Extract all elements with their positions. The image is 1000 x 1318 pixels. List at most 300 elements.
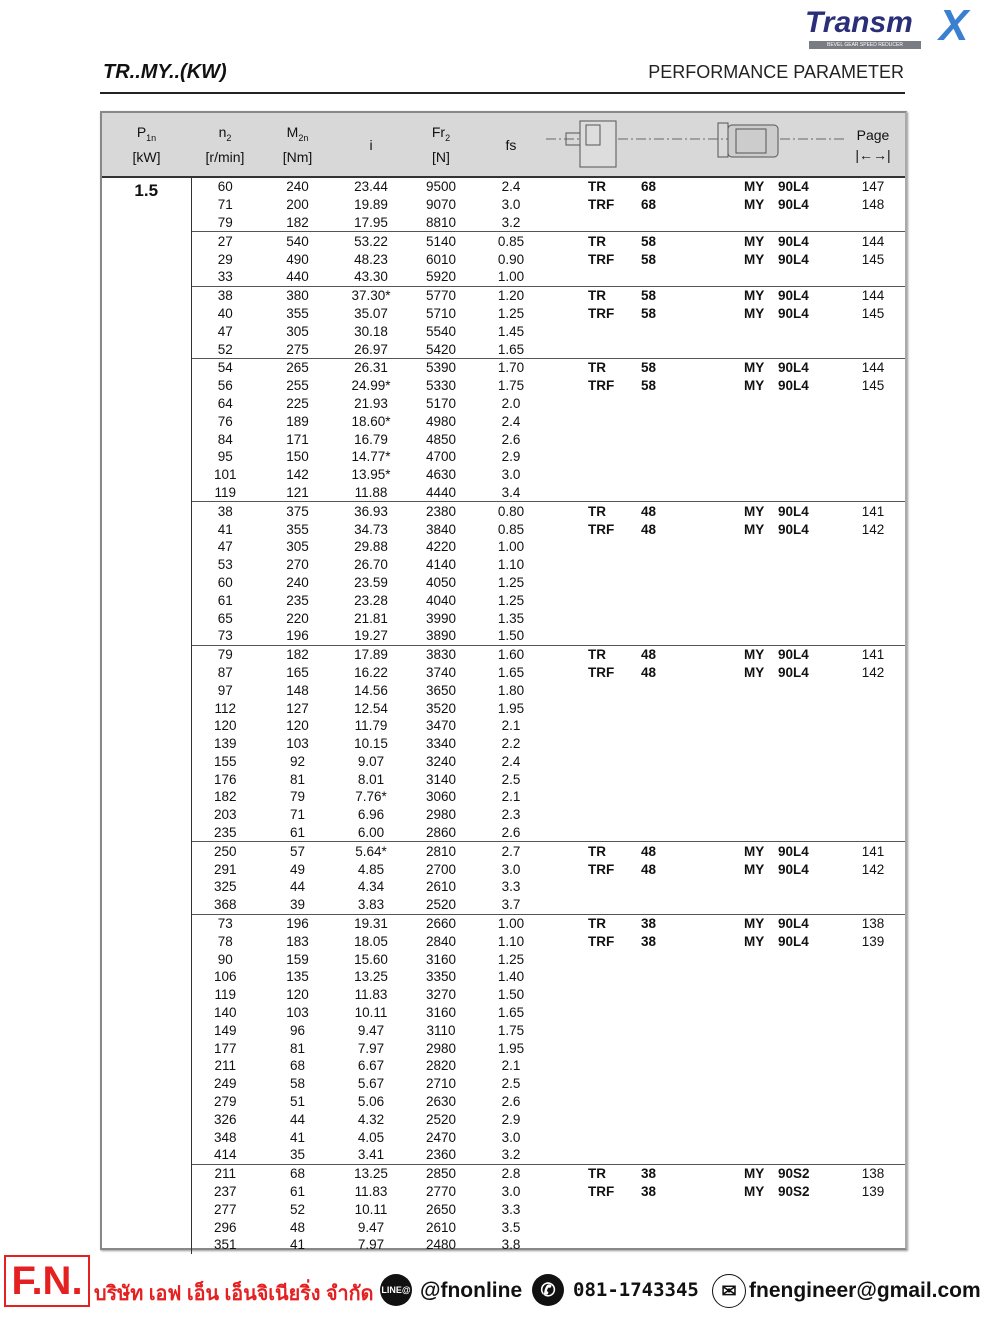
table-row bbox=[102, 322, 905, 340]
motor-size: 90L4 bbox=[771, 842, 841, 860]
motor-type bbox=[701, 430, 771, 448]
table-row bbox=[102, 1218, 905, 1236]
cell: 2860 bbox=[425, 825, 457, 841]
cell: 142 bbox=[286, 467, 309, 483]
col-page: Page |←→| bbox=[841, 113, 905, 177]
gearbox-size bbox=[626, 681, 701, 699]
gearbox-type bbox=[546, 681, 626, 699]
width-arrow-icon: |←→| bbox=[855, 146, 891, 163]
motor-type: MY bbox=[744, 664, 765, 680]
cell: 0.80 bbox=[476, 502, 546, 520]
gearbox-type bbox=[546, 806, 626, 824]
motor-size bbox=[771, 986, 841, 1004]
motor-type bbox=[701, 1128, 771, 1146]
cell: 279 bbox=[213, 1094, 237, 1110]
cell: 39 bbox=[289, 897, 306, 913]
page-ref: 142 bbox=[861, 521, 885, 537]
motor-type bbox=[701, 412, 771, 430]
cell: 29.88 bbox=[354, 539, 388, 555]
motor-type bbox=[701, 753, 771, 771]
cell: 19.31 bbox=[336, 914, 406, 932]
cell: 1.95 bbox=[497, 1040, 525, 1056]
cell: 15.60 bbox=[354, 951, 388, 967]
page-ref bbox=[841, 214, 905, 232]
gear-motor-icon bbox=[546, 113, 846, 171]
table-row bbox=[102, 484, 905, 502]
cell: 37.30* bbox=[336, 286, 406, 304]
gearbox-type: TRF bbox=[588, 378, 615, 394]
gearbox-size bbox=[626, 484, 701, 502]
cell: 440 bbox=[286, 269, 309, 285]
gearbox-size: 68 bbox=[641, 179, 657, 195]
cell: 2480 bbox=[425, 1237, 457, 1253]
cell: 182 bbox=[259, 645, 336, 663]
cell: 2470 bbox=[425, 1129, 457, 1145]
gearbox-size bbox=[626, 1200, 701, 1218]
motor-size: 90L4 bbox=[778, 933, 809, 949]
motor-type bbox=[701, 824, 771, 842]
cell: 2.8 bbox=[476, 1164, 546, 1182]
table-row bbox=[102, 574, 905, 592]
cell: 3.2 bbox=[501, 1147, 521, 1163]
page-ref bbox=[841, 950, 905, 968]
cell: 61 bbox=[289, 1184, 306, 1200]
gearbox-type: TRF bbox=[588, 861, 615, 877]
gearbox-size bbox=[626, 538, 701, 556]
cell: 64 bbox=[217, 395, 233, 411]
gearbox-size bbox=[626, 1236, 701, 1254]
cell: 2360 bbox=[425, 1147, 457, 1163]
gearbox-size: 38 bbox=[641, 933, 657, 949]
gearbox-size bbox=[626, 591, 701, 609]
motor-size: 90L4 bbox=[778, 251, 809, 267]
cell: 5770 bbox=[406, 286, 476, 304]
page-ref: 138 bbox=[841, 1164, 905, 1182]
page-ref: 144 bbox=[841, 358, 905, 376]
page-ref bbox=[841, 1093, 905, 1111]
cell: 3350 bbox=[425, 969, 457, 985]
motor-type bbox=[701, 1057, 771, 1075]
cell: 182 bbox=[213, 789, 237, 805]
motor-type bbox=[701, 214, 771, 232]
page-ref bbox=[841, 699, 905, 717]
page-ref bbox=[841, 412, 905, 430]
motor-type bbox=[701, 484, 771, 502]
table-row bbox=[102, 627, 905, 645]
cell: 2650 bbox=[425, 1201, 457, 1217]
gearbox-type bbox=[546, 1039, 626, 1057]
gearbox-size: 48 bbox=[641, 664, 657, 680]
gearbox-size: 38 bbox=[641, 1184, 657, 1200]
gearbox-type: TR bbox=[546, 232, 626, 250]
col-m2n: $M_{2n}$ [Nm] bbox=[259, 113, 336, 177]
cell: 61 bbox=[289, 825, 306, 841]
gearbox-type bbox=[546, 753, 626, 771]
gearbox-size: 48 bbox=[626, 502, 701, 520]
motor-size bbox=[771, 591, 841, 609]
cell: 2840 bbox=[425, 933, 457, 949]
motor-size bbox=[771, 538, 841, 556]
motor-type bbox=[701, 806, 771, 824]
motor-size: 90L4 bbox=[771, 286, 841, 304]
gearbox-size bbox=[626, 950, 701, 968]
gearbox-type: TRF bbox=[588, 521, 615, 537]
cell: 3.5 bbox=[501, 1219, 521, 1235]
cell: 30.18 bbox=[354, 323, 388, 339]
cell: 3060 bbox=[425, 789, 457, 805]
cell: 150 bbox=[286, 449, 309, 465]
gearbox-type bbox=[546, 950, 626, 968]
cell: 26.31 bbox=[336, 358, 406, 376]
cell: 235 bbox=[213, 825, 237, 841]
cell: 17.89 bbox=[336, 645, 406, 663]
gearbox-size bbox=[626, 556, 701, 574]
motor-size bbox=[771, 699, 841, 717]
gearbox-size bbox=[626, 968, 701, 986]
motor-size bbox=[771, 556, 841, 574]
gearbox-size bbox=[626, 1004, 701, 1022]
cell: 3.83 bbox=[357, 897, 385, 913]
cell: 2980 bbox=[425, 1040, 457, 1056]
table-row bbox=[102, 377, 905, 395]
motor-type bbox=[701, 591, 771, 609]
motor-size bbox=[771, 609, 841, 627]
page-subtitle: PERFORMANCE PARAMETER bbox=[648, 62, 904, 82]
email-address[interactable]: fnengineer@gmail.com bbox=[749, 1279, 981, 1302]
cell: 79 bbox=[289, 789, 306, 805]
page-ref: 145 bbox=[861, 378, 885, 394]
phone-number[interactable]: 081-1743345 bbox=[573, 1279, 699, 1301]
page-ref: 144 bbox=[841, 232, 905, 250]
page-ref bbox=[841, 1004, 905, 1022]
cell: 34.73 bbox=[354, 521, 388, 537]
cell: 3270 bbox=[425, 987, 457, 1003]
table-row bbox=[102, 591, 905, 609]
cell: 4980 bbox=[425, 413, 457, 429]
page-ref bbox=[841, 395, 905, 413]
motor-type: MY bbox=[701, 286, 771, 304]
cell: 2980 bbox=[425, 807, 457, 823]
motor-size bbox=[771, 770, 841, 788]
motor-size: 90L4 bbox=[778, 179, 809, 195]
page-ref: 145 bbox=[861, 251, 885, 267]
cell: 200 bbox=[286, 197, 309, 213]
motor-type bbox=[701, 268, 771, 286]
cell: 1.60 bbox=[476, 645, 546, 663]
cell: 76 bbox=[217, 413, 233, 429]
cell: 1.95 bbox=[497, 700, 525, 716]
cell: 1.25 bbox=[497, 574, 525, 590]
cell: 17.95 bbox=[354, 214, 388, 230]
motor-size bbox=[771, 1004, 841, 1022]
gearbox-size bbox=[626, 430, 701, 448]
table-row bbox=[102, 1164, 905, 1182]
page-ref bbox=[841, 806, 905, 824]
motor-size: 90L4 bbox=[771, 232, 841, 250]
line-icon: LINE@ bbox=[380, 1274, 412, 1306]
gearbox-type bbox=[546, 322, 626, 340]
table-row bbox=[102, 196, 905, 214]
cell: 5710 bbox=[425, 305, 457, 321]
table-row bbox=[102, 214, 905, 232]
cell: 351 bbox=[213, 1237, 237, 1253]
gearbox-size bbox=[626, 412, 701, 430]
gearbox-type bbox=[546, 824, 626, 842]
cell: 165 bbox=[286, 664, 309, 680]
motor-size bbox=[771, 896, 841, 914]
cell: 375 bbox=[259, 502, 336, 520]
motor-size bbox=[771, 717, 841, 735]
gearbox-size bbox=[626, 1110, 701, 1128]
cell: 18.60* bbox=[351, 413, 391, 429]
motor-size bbox=[771, 735, 841, 753]
cell: 2.4 bbox=[501, 753, 521, 769]
cell: 2700 bbox=[425, 861, 457, 877]
cell: 5390 bbox=[406, 358, 476, 376]
cell: 58 bbox=[289, 1076, 306, 1092]
cell: 41 bbox=[217, 521, 233, 537]
cell: 3.0 bbox=[501, 1129, 521, 1145]
motor-type: MY bbox=[744, 933, 765, 949]
page-ref bbox=[841, 1218, 905, 1236]
cell: 11.88 bbox=[354, 484, 388, 500]
cell: 3.7 bbox=[501, 897, 521, 913]
page-ref bbox=[841, 896, 905, 914]
motor-type bbox=[701, 322, 771, 340]
gearbox-type bbox=[546, 448, 626, 466]
page-ref bbox=[841, 340, 905, 358]
company-name: บริษัท เอฟ เอ็น เอ็นจิเนียริ่ง จำกัด bbox=[94, 1283, 374, 1305]
gearbox-type: TR bbox=[546, 502, 626, 520]
table-row bbox=[102, 878, 905, 896]
gearbox-size: 58 bbox=[626, 286, 701, 304]
gearbox-type bbox=[546, 878, 626, 896]
table-row bbox=[102, 268, 905, 286]
cell: 1.40 bbox=[497, 969, 525, 985]
motor-type bbox=[701, 574, 771, 592]
cell: 1.10 bbox=[497, 933, 525, 949]
page-ref bbox=[841, 753, 905, 771]
gearbox-type: TR bbox=[546, 286, 626, 304]
cell: 2520 bbox=[425, 897, 457, 913]
cell: 112 bbox=[214, 700, 237, 716]
cell: 135 bbox=[286, 969, 309, 985]
motor-type: MY bbox=[701, 645, 771, 663]
cell: 18.05 bbox=[354, 933, 388, 949]
cell: 101 bbox=[213, 467, 237, 483]
cell: 9.07 bbox=[357, 753, 385, 769]
page-ref bbox=[841, 322, 905, 340]
gearbox-size bbox=[626, 448, 701, 466]
cell: 3650 bbox=[425, 682, 457, 698]
cell: 119 bbox=[214, 484, 237, 500]
cell: 2820 bbox=[425, 1058, 457, 1074]
cell: 6.96 bbox=[357, 807, 385, 823]
motor-type bbox=[701, 609, 771, 627]
gearbox-size bbox=[626, 609, 701, 627]
gearbox-size bbox=[626, 1218, 701, 1236]
cell: 26.70 bbox=[354, 557, 388, 573]
gearbox-size bbox=[626, 699, 701, 717]
table-row bbox=[102, 717, 905, 735]
cell: 14.56 bbox=[354, 682, 388, 698]
footer bbox=[4, 1255, 1000, 1311]
cell: 2810 bbox=[406, 842, 476, 860]
table-row bbox=[102, 645, 905, 663]
col-p1n: $P_{1n}$ [kW] bbox=[102, 113, 191, 177]
gearbox-type: TRF bbox=[588, 933, 615, 949]
cell: 3990 bbox=[425, 610, 457, 626]
cell: 275 bbox=[286, 341, 309, 357]
cell: 2.5 bbox=[501, 1076, 521, 1092]
cell: 54 bbox=[191, 358, 259, 376]
cell: 1.00 bbox=[476, 914, 546, 932]
gearbox-type bbox=[546, 627, 626, 645]
page-ref bbox=[841, 466, 905, 484]
gearbox-size bbox=[626, 753, 701, 771]
gearbox-type bbox=[546, 788, 626, 806]
gearbox-type bbox=[546, 1075, 626, 1093]
page-ref bbox=[841, 878, 905, 896]
gearbox-type bbox=[546, 430, 626, 448]
cell: 1.35 bbox=[497, 610, 525, 626]
motor-size bbox=[771, 412, 841, 430]
cell: 1.75 bbox=[497, 1022, 525, 1038]
gearbox-size: 48 bbox=[641, 521, 657, 537]
cell: 2.1 bbox=[501, 1058, 521, 1074]
cell: 19.27 bbox=[354, 628, 388, 644]
cell: 1.00 bbox=[497, 269, 525, 285]
cell: 1.25 bbox=[497, 951, 525, 967]
cell: 4850 bbox=[425, 431, 457, 447]
cell: 171 bbox=[286, 431, 309, 447]
gearbox-size: 58 bbox=[641, 305, 657, 321]
cell: 33 bbox=[217, 269, 233, 285]
gearbox-type: TRF bbox=[588, 197, 615, 213]
table-row bbox=[102, 1128, 905, 1146]
cell: 148 bbox=[286, 682, 309, 698]
cell: 16.22 bbox=[354, 664, 388, 680]
motor-size bbox=[771, 806, 841, 824]
cell: 47 bbox=[217, 539, 233, 555]
motor-size: 90L4 bbox=[778, 197, 809, 213]
table-row bbox=[102, 1039, 905, 1057]
motor-type bbox=[701, 538, 771, 556]
table-row bbox=[102, 412, 905, 430]
motor-size: 90L4 bbox=[771, 914, 841, 932]
gearbox-type: TRF bbox=[588, 1184, 615, 1200]
table-row bbox=[102, 250, 905, 268]
cell: 11.79 bbox=[354, 718, 388, 734]
cell: 1.50 bbox=[497, 628, 525, 644]
gearbox-size: 58 bbox=[626, 358, 701, 376]
cell: 1.45 bbox=[497, 323, 525, 339]
motor-type bbox=[701, 878, 771, 896]
cell: 291 bbox=[213, 861, 237, 877]
cell: 79 bbox=[191, 645, 259, 663]
page-ref bbox=[841, 627, 905, 645]
gearbox-type bbox=[546, 268, 626, 286]
cell: 305 bbox=[286, 539, 309, 555]
cell: 4.32 bbox=[357, 1111, 385, 1127]
cell: 51 bbox=[289, 1094, 306, 1110]
gearbox-type bbox=[546, 717, 626, 735]
page-ref: 148 bbox=[861, 197, 885, 213]
gearbox-type bbox=[546, 1004, 626, 1022]
cell: 296 bbox=[213, 1219, 237, 1235]
cell: 6.00 bbox=[357, 825, 385, 841]
gearbox-type bbox=[546, 538, 626, 556]
fn-logo: F.N. bbox=[4, 1255, 90, 1307]
cell: 49 bbox=[289, 861, 306, 877]
gearbox-size bbox=[626, 340, 701, 358]
cell: 270 bbox=[286, 557, 309, 573]
cell: 7.97 bbox=[357, 1237, 385, 1253]
cell: 43.30 bbox=[354, 269, 388, 285]
motor-size bbox=[771, 430, 841, 448]
cell: 40 bbox=[217, 305, 233, 321]
cell: 5140 bbox=[406, 232, 476, 250]
motor-type: MY bbox=[701, 1164, 771, 1182]
motor-type: MY bbox=[744, 861, 765, 877]
cell: 265 bbox=[259, 358, 336, 376]
cell: 78 bbox=[217, 933, 233, 949]
page-ref bbox=[841, 538, 905, 556]
cell: 2610 bbox=[425, 879, 457, 895]
page-ref bbox=[841, 268, 905, 286]
cell: 120 bbox=[286, 987, 309, 1003]
gearbox-size: 58 bbox=[641, 251, 657, 267]
motor-type: MY bbox=[744, 305, 765, 321]
gearbox-size: 38 bbox=[626, 1164, 701, 1182]
cell: 237 bbox=[213, 1184, 237, 1200]
performance-table bbox=[100, 111, 907, 1253]
gearbox-type: TR bbox=[546, 1164, 626, 1182]
cell: 414 bbox=[213, 1147, 237, 1163]
cell: 47 bbox=[217, 323, 233, 339]
gearbox-size bbox=[626, 806, 701, 824]
cell: 71 bbox=[289, 807, 306, 823]
table-row bbox=[102, 358, 905, 376]
table-row bbox=[102, 1004, 905, 1022]
gearbox-size bbox=[626, 878, 701, 896]
email-icon: ✉ bbox=[712, 1274, 746, 1308]
gearbox-type: TR bbox=[546, 842, 626, 860]
cell: 1.25 bbox=[497, 592, 525, 608]
cell: 3240 bbox=[425, 753, 457, 769]
cell: 119 bbox=[214, 987, 237, 1003]
motor-size bbox=[771, 466, 841, 484]
page-ref: 139 bbox=[861, 1184, 885, 1200]
cell: 68 bbox=[259, 1164, 336, 1182]
cell: 4050 bbox=[425, 574, 457, 590]
gearbox-type bbox=[546, 1200, 626, 1218]
cell: 8810 bbox=[425, 214, 457, 230]
gearbox-size bbox=[626, 574, 701, 592]
gearbox-size bbox=[626, 986, 701, 1004]
gearbox-type: TR bbox=[546, 358, 626, 376]
cell: 27 bbox=[191, 232, 259, 250]
motor-type bbox=[701, 340, 771, 358]
line-id[interactable]: @fnonline bbox=[420, 1279, 523, 1302]
table-row bbox=[102, 1200, 905, 1218]
cell: 250 bbox=[191, 842, 259, 860]
cell: 3.0 bbox=[501, 467, 521, 483]
cell: 4140 bbox=[425, 557, 457, 573]
cell: 127 bbox=[286, 700, 309, 716]
gearbox-size: 38 bbox=[626, 914, 701, 932]
cell: 4700 bbox=[425, 449, 457, 465]
